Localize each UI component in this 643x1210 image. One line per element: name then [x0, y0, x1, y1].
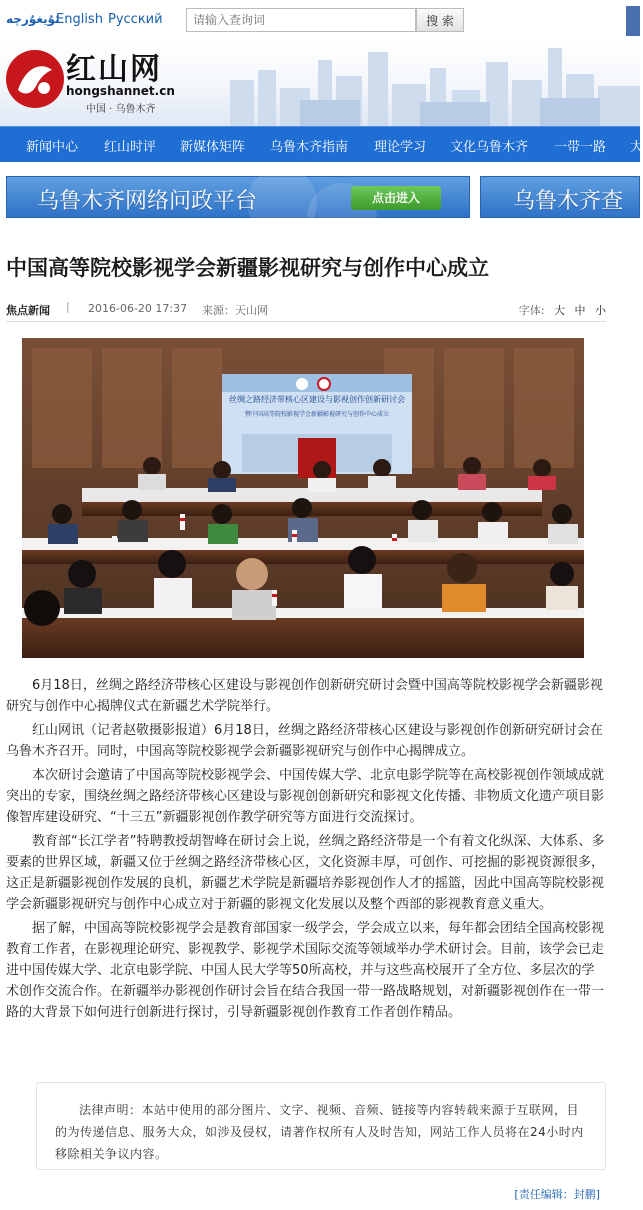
article-paragraph: 教育部“长江学者”特聘教授胡智峰在研讨会上说，丝绸之路经济带是一个有着文化纵深、大体系、多要素的世界区域，新疆又位于丝绸之路经济带核心区，文化资源丰厚，可创作、可挖掘的影视资源很多，这正是新疆影视创作发展的良机，新疆艺术学院是新疆培养影视创作人才的摇篮，因此中国高等院校影视学会新疆影视研究与创作中心成立对于新疆的影视文化发展以及整个西部的影视教育意义重大。 [6, 834, 605, 912]
nav-item-theory[interactable]: 理论学习 [374, 140, 427, 155]
font-size-control [519, 302, 606, 318]
main-nav [0, 126, 643, 162]
font-size-medium[interactable]: 中 [574, 304, 586, 317]
article-category[interactable]: 焦点新闻 [6, 304, 50, 317]
lang-uyghur-link[interactable]: ئۇيغۇرچە [6, 12, 60, 26]
meta-separator: | [66, 300, 70, 313]
logo-mark-icon [6, 50, 64, 108]
logo-emblem[interactable] [6, 50, 64, 108]
legal-notice-text: 法律声明：本站中使用的部分图片、文字、视频、音频、链接等内容转载来源于互联网，目的为传递信息、服务大众，如涉及侵权，请著作权所有人及时告知，网站工作人员将在24小时内移除相关争议内容。 [55, 1103, 584, 1161]
responsible-editor: [责任编辑：封鹏] [514, 1188, 600, 1201]
article-paragraph: 红山网讯（记者赵敬摄影报道）6月18日，丝绸之路经济带核心区建设与影视创作创新研究研讨会在乌鲁木齐召开。同时，中国高等院校影视学会新疆影视研究与创作中心揭牌成立。 [6, 723, 603, 759]
banner-right[interactable] [480, 176, 640, 218]
nav-item-new-media[interactable]: 新媒体矩阵 [180, 140, 246, 155]
nav-item-belt-road[interactable]: 一带一路 [554, 140, 607, 155]
font-size-label: 字体: [518, 304, 545, 317]
nav-item-more[interactable]: 大 [630, 140, 643, 155]
article-title: 中国高等院校影视学会新疆影视研究与创作中心成立 [6, 255, 489, 280]
screen-title: 丝绸之路经济带核心区建设与影视创作创新研讨会 [229, 395, 405, 404]
conference-photo-illustration [22, 338, 584, 658]
banner-decoration [247, 167, 317, 237]
font-size-small[interactable]: 小 [595, 304, 606, 317]
article-paragraph: 本次研讨会邀请了中国高等院校影视学会、中国传媒大学、北京电影学院等在高校影视创作领域成就突出的专家，围绕丝绸之路经济带核心区建设与影视创创新研究和影视文化传播、非物质文化遗产项目影像智库建设研究、“十三五”新疆影视创作教学研究等方面进行交流探讨。 [6, 768, 605, 825]
banner-right-title: 乌鲁木齐查 [513, 189, 624, 214]
article-meta [6, 298, 606, 322]
article-photo [22, 338, 584, 658]
logo-domain: hongshannet.cn [66, 84, 175, 98]
article-date: 2016-06-20 17:37 [88, 302, 188, 315]
article-source: 来源：天山网 [202, 304, 268, 317]
lang-english-link[interactable]: English [56, 12, 103, 27]
banner-enter-button[interactable]: 点击进入 [351, 186, 441, 210]
nav-item-commentary[interactable]: 红山时评 [104, 140, 157, 155]
nav-item-culture[interactable]: 文化乌鲁木齐 [450, 140, 529, 155]
lang-russian-link[interactable]: Русский [108, 12, 163, 27]
nav-item-urumqi-guide[interactable]: 乌鲁木齐指南 [270, 140, 349, 155]
banner-wenzheng[interactable] [6, 176, 470, 218]
article-paragraph: 6月18日，丝绸之路经济带核心区建设与影视创作创新研究研讨会暨中国高等院校影视学会新疆影视研究与创作中心揭牌仪式在新疆艺术学院举行。 [6, 678, 603, 714]
search-button[interactable]: 搜 索 [416, 8, 464, 32]
banner-title: 乌鲁木齐网络问政平台 [37, 189, 258, 214]
logo-subtitle: 中国 · 乌鲁木齐 [86, 104, 156, 115]
article-paragraph: 据了解，中国高等院校影视学会是教育部国家一级学会，学会成立以来，每年都会团结全国高校影视教育工作者，在影视理论研究、影视教学、影视学术国际交流等领域举办学术研讨会。目前，该学会已走进中国传媒大学、北京电影学院、中国人民大学等50所高校，并与这些高校展开了全方位、多层次的学术创作交流合作。在新疆举办影视创作研讨会旨在结合我国一带一路战略规划，对新疆影视创作在一带一路的大背景下如何进行创新进行探讨，引导新疆影视创作教育工作者创作精品。 [6, 921, 605, 1020]
legal-notice [36, 1082, 606, 1170]
side-tab[interactable] [626, 6, 640, 36]
font-size-large[interactable]: 大 [554, 304, 565, 317]
search-input[interactable] [186, 8, 416, 32]
top-bar [0, 0, 640, 40]
site-header [0, 40, 640, 126]
screen-subtitle: 暨中国高等院校影视学会新疆影视研究与创作中心成立 [244, 411, 390, 418]
nav-item-news-center[interactable]: 新闻中心 [26, 140, 79, 155]
article-body [6, 675, 606, 1026]
logo-title[interactable]: 红山网 [66, 52, 162, 87]
